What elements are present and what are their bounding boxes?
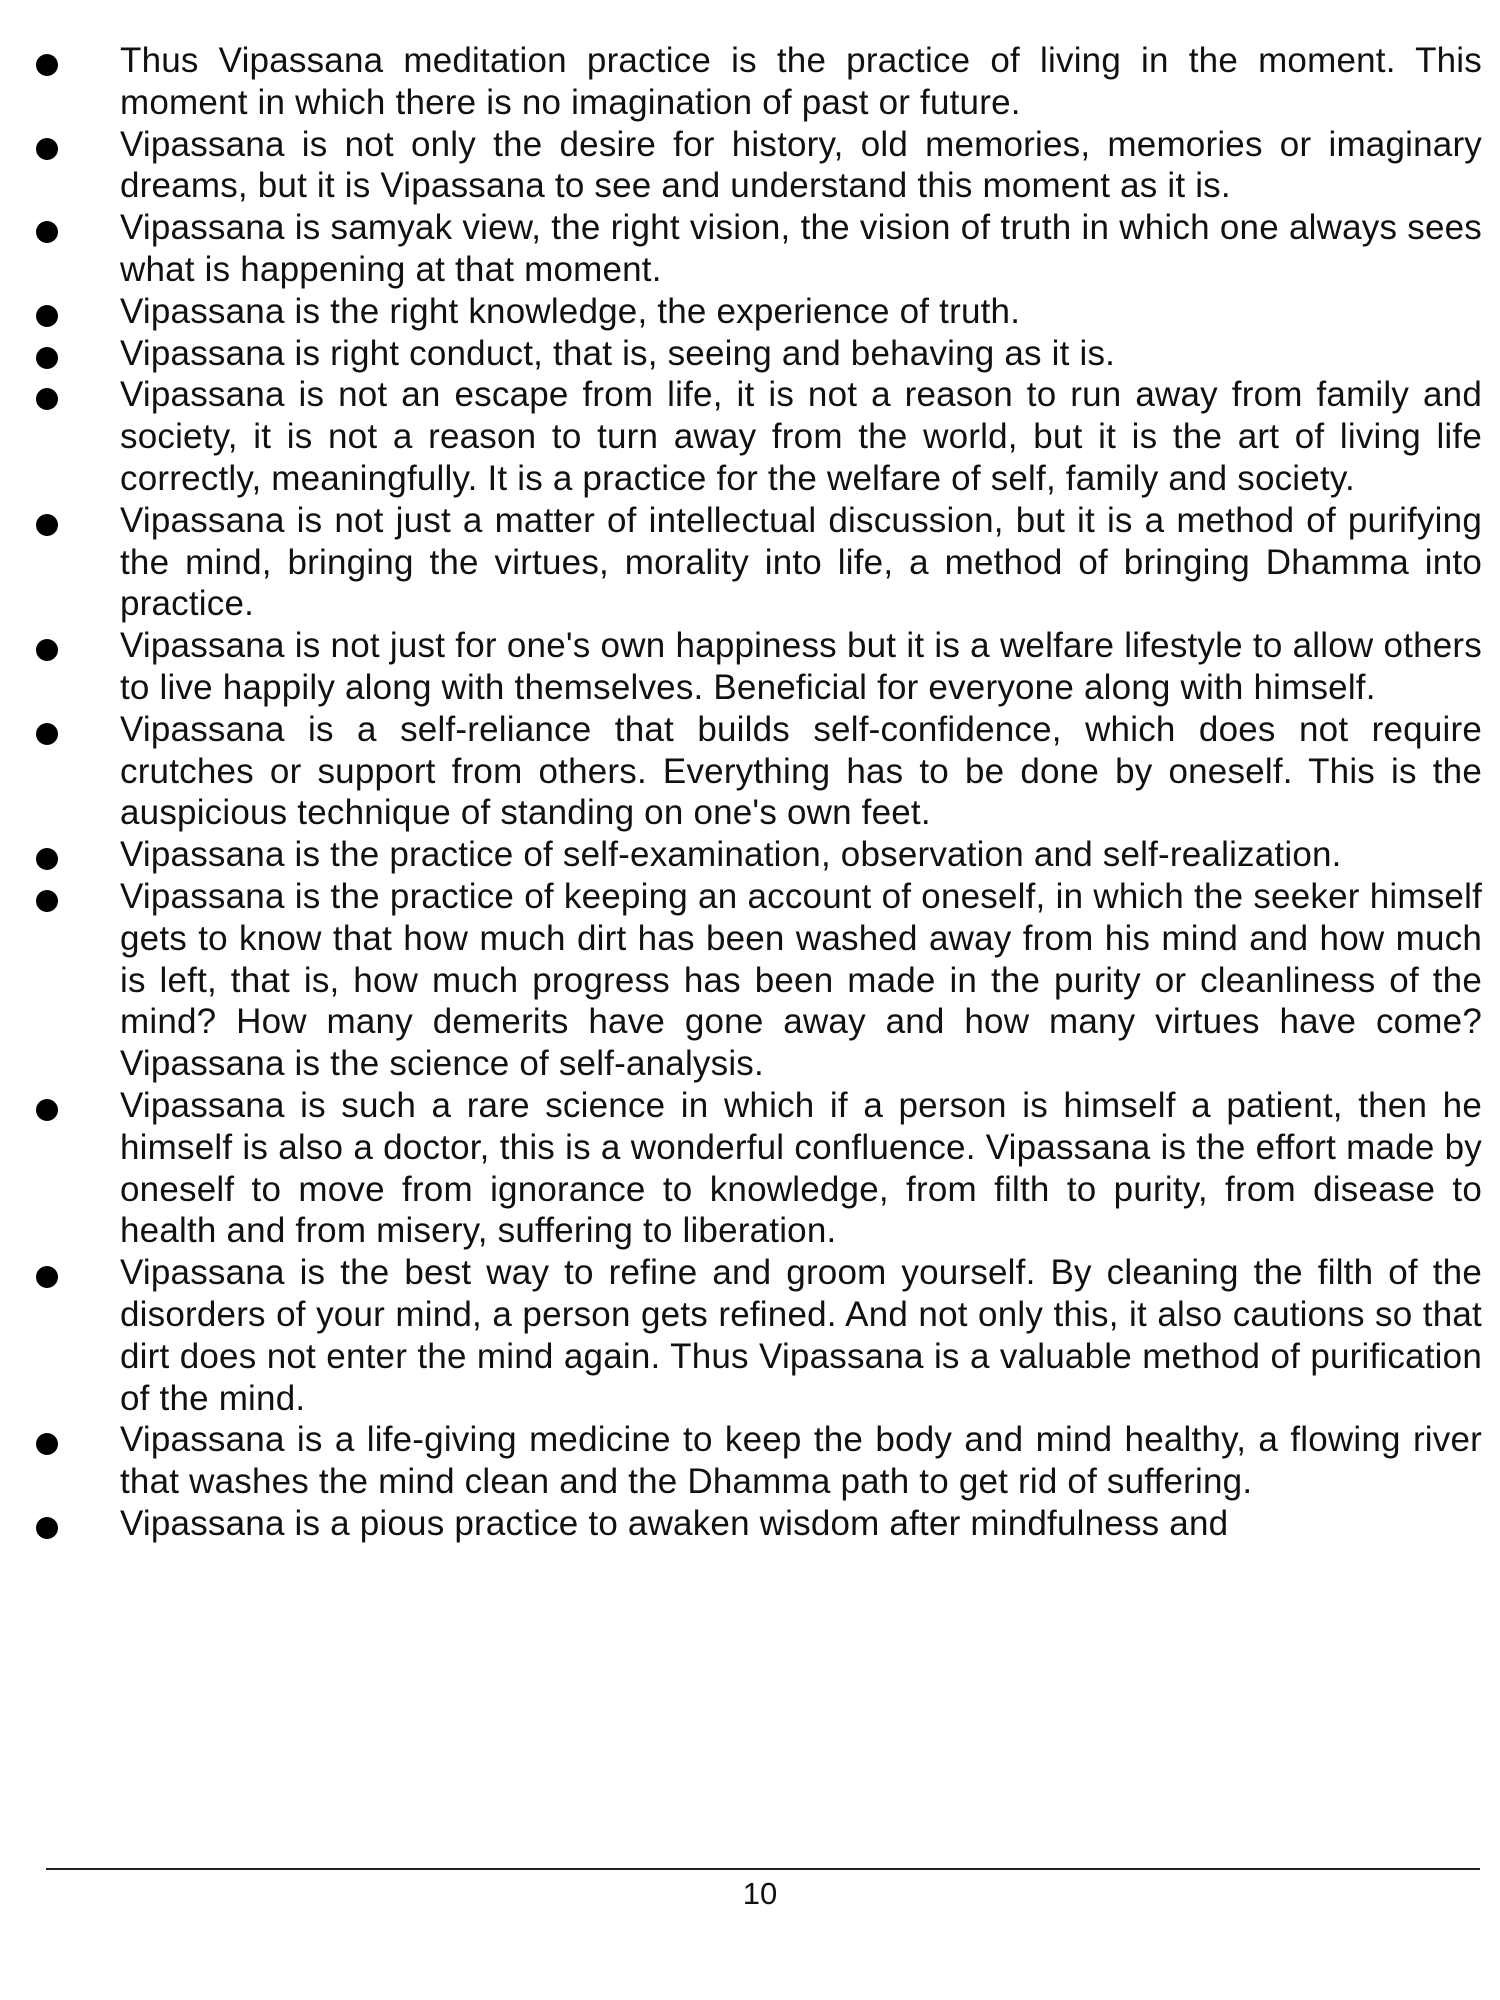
list-item (0, 834, 1500, 876)
bullet-icon (36, 890, 58, 912)
list-item (0, 1252, 1500, 1419)
bullet-icon (36, 54, 58, 76)
bullet-icon (36, 221, 58, 243)
list-item (0, 1503, 1500, 1545)
item-text: Vipassana is not just a matter of intellectual discussion, but it is a method of purifying the mind, bringing the virtues, morality into life, a method of bringing Dhamma into practice. (120, 500, 1482, 624)
item-text: Thus Vipassana meditation practice is the practice of living in the moment. This moment in which there is no imagination of past or future. (120, 41, 1482, 122)
list-item (0, 374, 1500, 499)
item-text: Vipassana is the practice of keeping an account of oneself, in which the seeker himself gets to know that how much dirt has been washed away from his mind and how much is left, that is, how much progress has been made in the purity or cleanliness of the mind? How many demerits have gone away and how many virtues have come? Vipassana is the science of self-analysis. (120, 876, 1482, 1084)
item-text: Vipassana is samyak view, the right vision, the vision of truth in which one always sees what is happening at that moment. (120, 208, 1482, 289)
list-item (0, 1419, 1500, 1503)
list-item (0, 500, 1500, 625)
bullet-icon (36, 848, 58, 870)
bullet-icon (36, 1099, 58, 1121)
bullet-icon (36, 1517, 58, 1539)
bullet-icon (36, 639, 58, 661)
item-text: Vipassana is not only the desire for history, old memories, memories or imaginary dreams, but it is Vipassana to see and understand this moment as it is. (120, 124, 1482, 206)
bullet-icon (36, 723, 58, 745)
list-item (0, 1085, 1500, 1252)
bullet-icon (36, 514, 58, 536)
bullet-icon (36, 305, 58, 327)
page-number: 10 (742, 1876, 778, 1911)
item-text: Vipassana is a life-giving medicine to keep the body and mind healthy, a flowing river that washes the mind clean and the Dhamma path to get rid of suffering. (120, 1420, 1482, 1502)
list-item (0, 876, 1500, 1085)
item-text: Vipassana is the best way to refine and groom yourself. By cleaning the filth of the disorders of your mind, a person gets refined. And not only this, it also cautions so that dirt does not enter the mind again. Thus Vipassana is a valuable method of purification of the mind. (120, 1253, 1482, 1418)
bullet-icon (36, 388, 58, 410)
item-text: Vipassana is right conduct, that is, seeing and behaving as it is. (120, 333, 1116, 373)
list-item (0, 625, 1500, 709)
list-item (0, 207, 1500, 291)
bullet-icon (36, 347, 58, 369)
list-item (0, 709, 1500, 834)
bullet-list (0, 40, 1500, 1545)
bullet-icon (36, 1433, 58, 1455)
item-text: Vipassana is a self-reliance that builds self-confidence, which does not require crutches or support from others. Everything has to be done by oneself. This is the auspicious technique of standing on one's own feet. (120, 709, 1482, 833)
item-text: Vipassana is not just for one's own happiness but it is a welfare lifestyle to allow others to live happily along with themselves. Beneficial for everyone along with himself. (120, 626, 1482, 707)
item-text: Vipassana is the right knowledge, the experience of truth. (120, 291, 1021, 331)
list-item (0, 124, 1500, 208)
list-item (0, 291, 1500, 333)
list-item (0, 40, 1500, 124)
item-text: Vipassana is a pious practice to awaken wisdom after mindfulness and (120, 1503, 1229, 1543)
bullet-icon (36, 1266, 58, 1288)
item-text: Vipassana is such a rare science in which if a person is himself a patient, then he himself is also a doctor, this is a wonderful confluence. Vipassana is the effort made by oneself to move from ignorance to knowledge, from filth to purity, from disease to health and from misery, suffering to liberation. (120, 1085, 1482, 1251)
list-item (0, 333, 1500, 375)
item-text: Vipassana is not an escape from life, it is not a reason to run away from family and society, it is not a reason to turn away from the world, but it is the art of living life correctly, meaningfully. It is a practice for the welfare of self, family and society. (120, 375, 1482, 498)
item-text: Vipassana is the practice of self-examination, observation and self-realization. (120, 835, 1342, 875)
footer-divider (46, 1868, 1480, 1870)
bullet-icon (36, 138, 58, 160)
